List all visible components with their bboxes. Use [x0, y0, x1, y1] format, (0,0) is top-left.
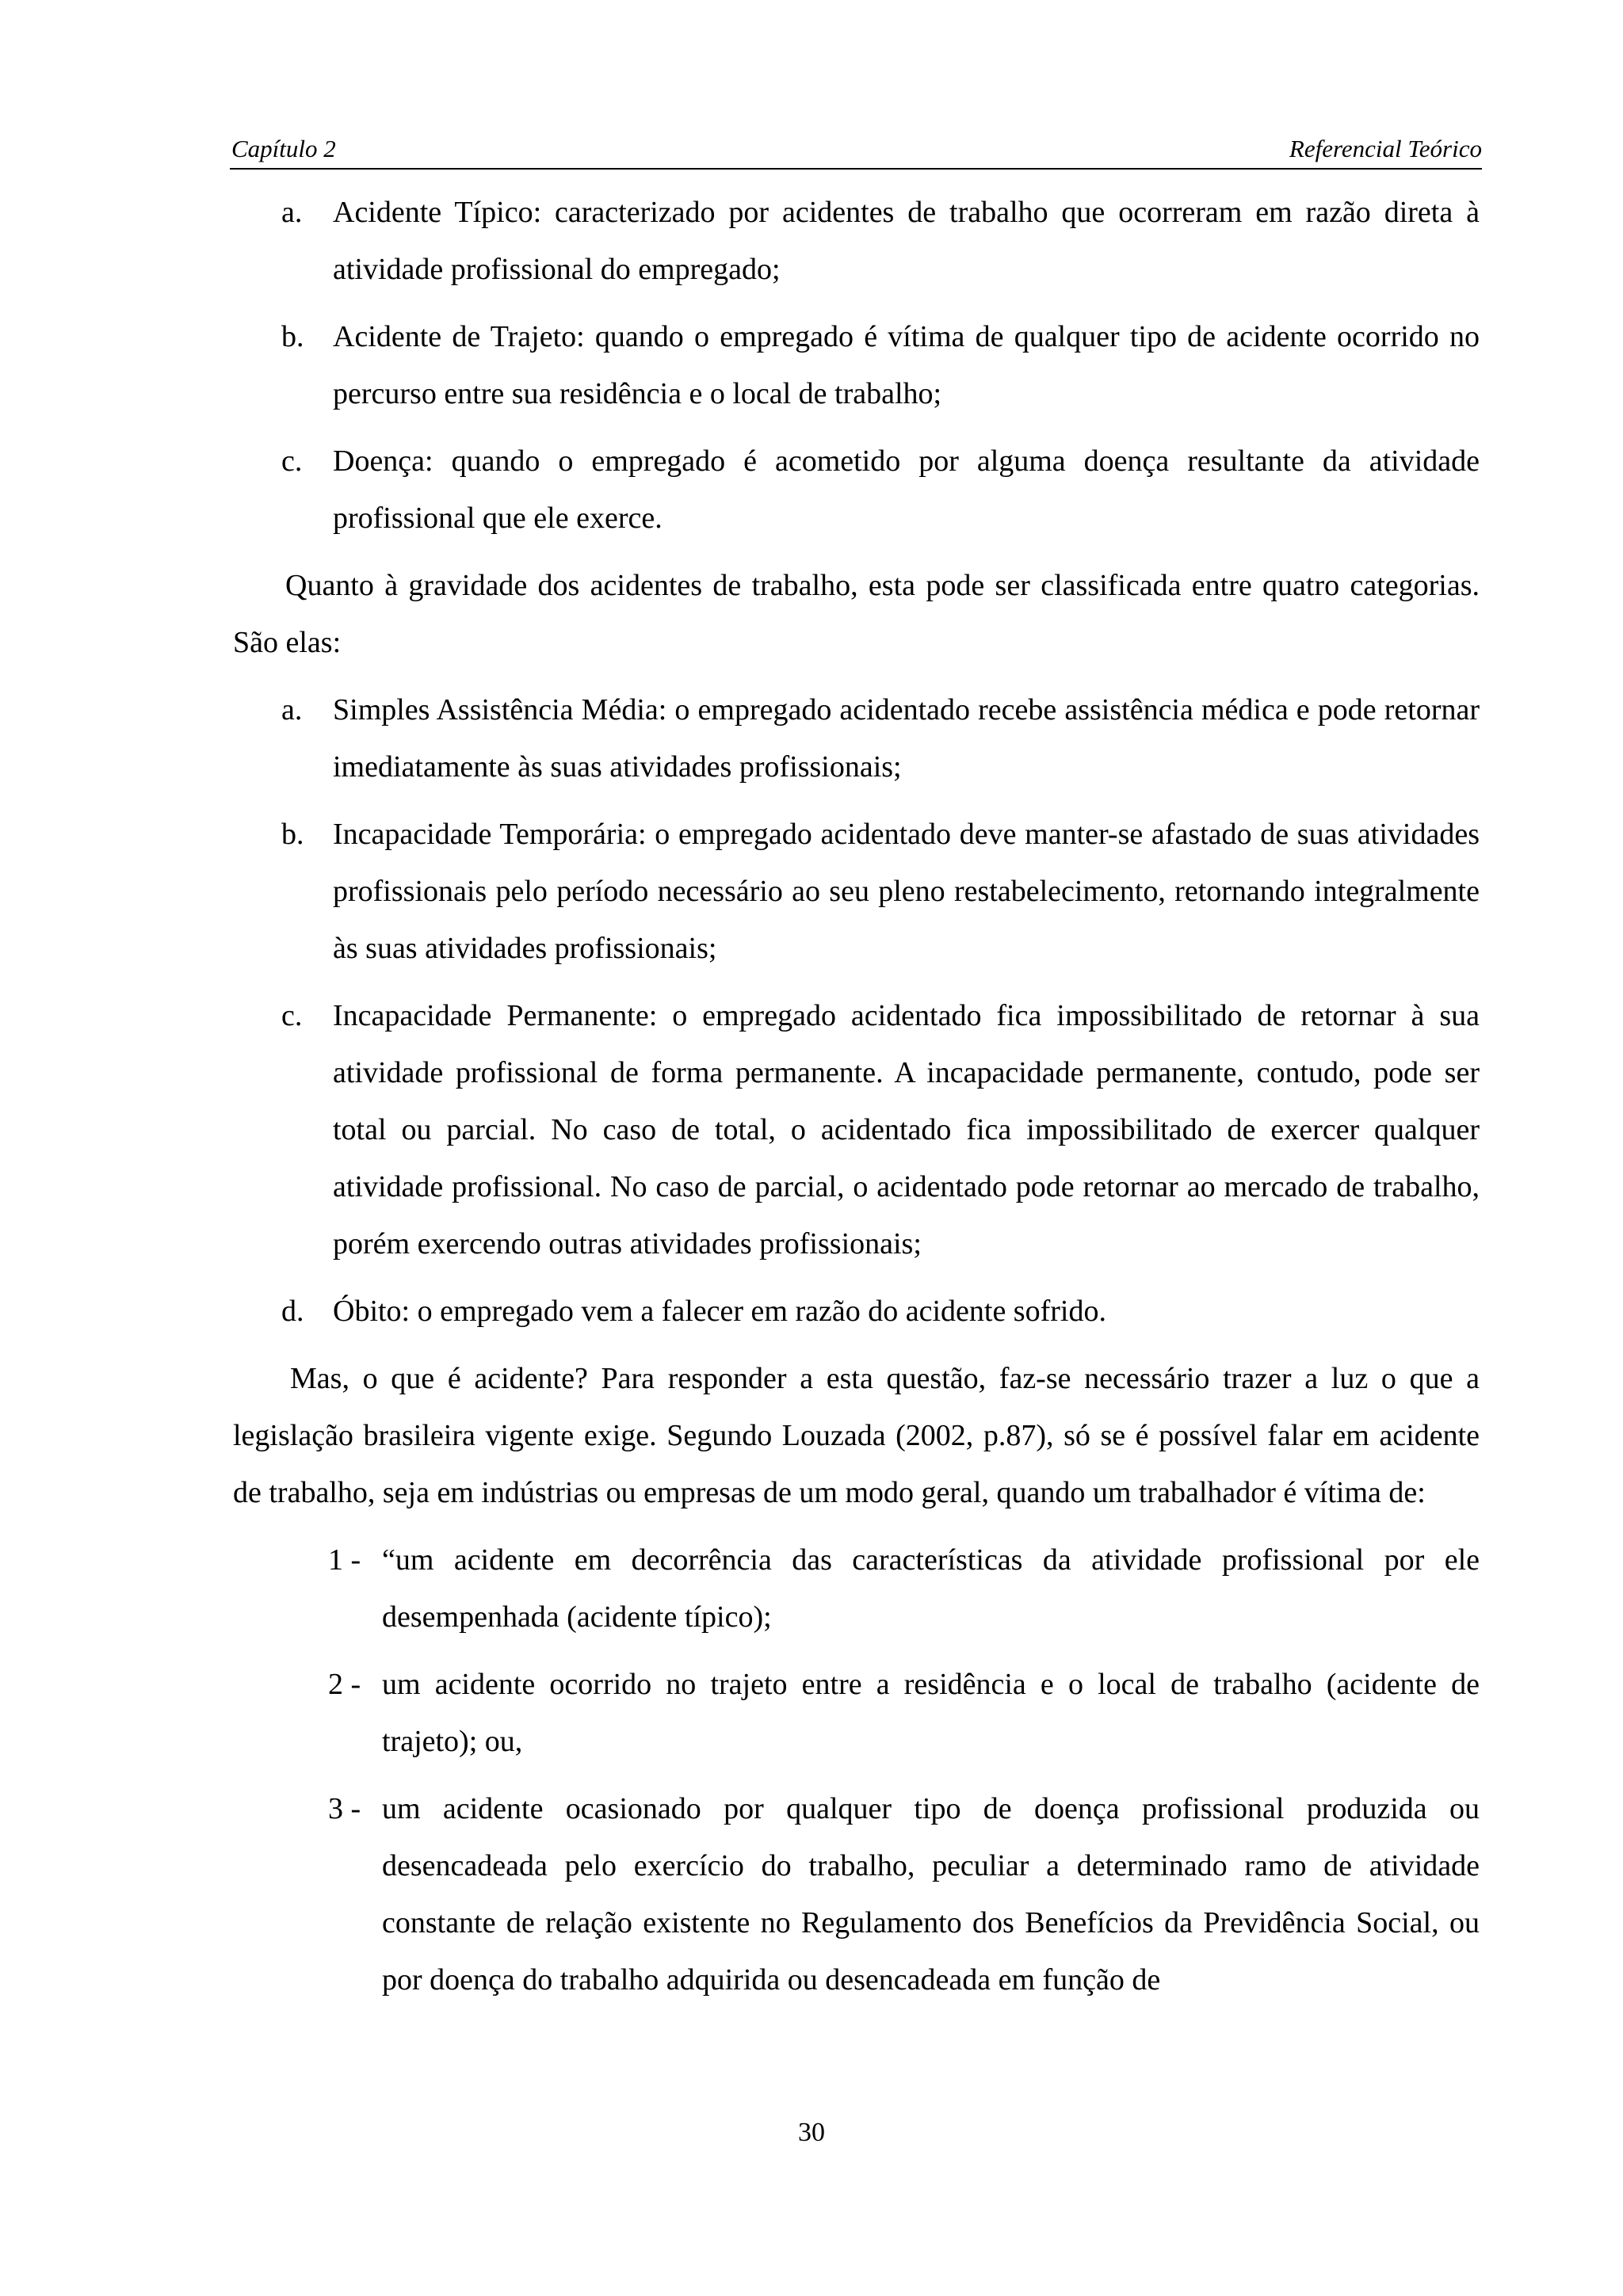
list-marker: a.: [281, 196, 303, 229]
list-item-text: Doença: quando o empregado é acometido por alguma doença resultante da atividade profissional que ele exerce.: [333, 444, 1480, 535]
list-item: [233, 433, 1480, 547]
list-marker: a.: [281, 693, 303, 727]
accident-types-list: [233, 184, 1480, 547]
list-item-text: Simples Assistência Média: o empregado acidentado recebe assistência médica e pode retornar imediatamente às suas atividades profissionais;: [333, 693, 1480, 784]
list-item: [233, 1531, 1480, 1646]
section-label: Referencial Teórico: [1289, 135, 1482, 162]
list-item: [233, 987, 1480, 1272]
list-marker: c.: [281, 999, 303, 1032]
list-marker: 1 -: [328, 1543, 361, 1577]
list-marker: b.: [281, 818, 304, 851]
list-item: [233, 308, 1480, 422]
running-header: [230, 133, 1482, 170]
numbered-quote-list: [233, 1531, 1480, 2008]
list-item-text: “um acidente em decorrência das características da atividade profissional por ele desempenhada (acidente típico);: [382, 1543, 1480, 1634]
gravity-categories-list: [233, 681, 1480, 1340]
list-item: [233, 1780, 1480, 2008]
paragraph-gravity: Quanto à gravidade dos acidentes de trabalho, esta pode ser classificada entre quatro categorias. São elas:: [233, 569, 1480, 659]
list-item-text: Acidente de Trajeto: quando o empregado é vítima de qualquer tipo de acidente ocorrido no percurso entre sua residência e o local de trabalho;: [333, 320, 1480, 410]
list-item-text: um acidente ocasionado por qualquer tipo de doença profissional produzida ou desencadeada pelo exercício do trabalho, peculiar a determinado ramo de atividade constante de relação existente no Regulamento dos Benefícios da Previdência Social, ou por doença do trabalho adquirida ou desencadeada em função de: [382, 1792, 1480, 1997]
list-item-text: Óbito: o empregado vem a falecer em razão do acidente sofrido.: [333, 1295, 1106, 1328]
list-item-text: Incapacidade Permanente: o empregado acidentado fica impossibilitado de retornar à sua atividade profissional de forma permanente. A incapacidade permanente, contudo, pode ser total ou parcial. No caso de total, o acidentado fica impossibilitado de exercer qualquer atividade profissional. No caso de parcial, o acidentado pode retornar ao mercado de trabalho, porém exercendo outras atividades profissionais;: [333, 999, 1480, 1261]
list-marker: b.: [281, 320, 304, 353]
list-item: [233, 184, 1480, 298]
page-number: 30: [798, 2118, 825, 2147]
list-item: [233, 1656, 1480, 1770]
list-item-text: um acidente ocorrido no trajeto entre a residência e o local de trabalho (acidente de trajeto); ou,: [382, 1668, 1480, 1758]
list-item: [233, 681, 1480, 795]
list-item: [233, 806, 1480, 977]
paragraph-question: Mas, o que é acidente? Para responder a esta questão, faz-se necessário trazer a luz o que a legislação brasileira vigente exige. Segundo Louzada (2002, p.87), só se é possível falar em acidente de trabalho, seja em indústrias ou empresas de um modo geral, quando um trabalhador é vítima de:: [233, 1362, 1480, 1509]
list-marker: c.: [281, 444, 303, 478]
chapter-label: Capítulo 2: [231, 135, 336, 162]
list-item: [233, 1283, 1480, 1340]
list-item-text: Incapacidade Temporária: o empregado acidentado deve manter-se afastado de suas atividades profissionais pelo período necessário ao seu pleno restabelecimento, retornando integralmente às suas atividades profissionais;: [333, 818, 1480, 965]
list-marker: 3 -: [328, 1792, 361, 1825]
list-marker: 2 -: [328, 1668, 361, 1701]
list-marker: d.: [281, 1295, 304, 1328]
list-item-text: Acidente Típico: caracterizado por acidentes de trabalho que ocorreram em razão direta à atividade profissional do empregado;: [333, 196, 1480, 286]
body-text: [233, 184, 1480, 2019]
